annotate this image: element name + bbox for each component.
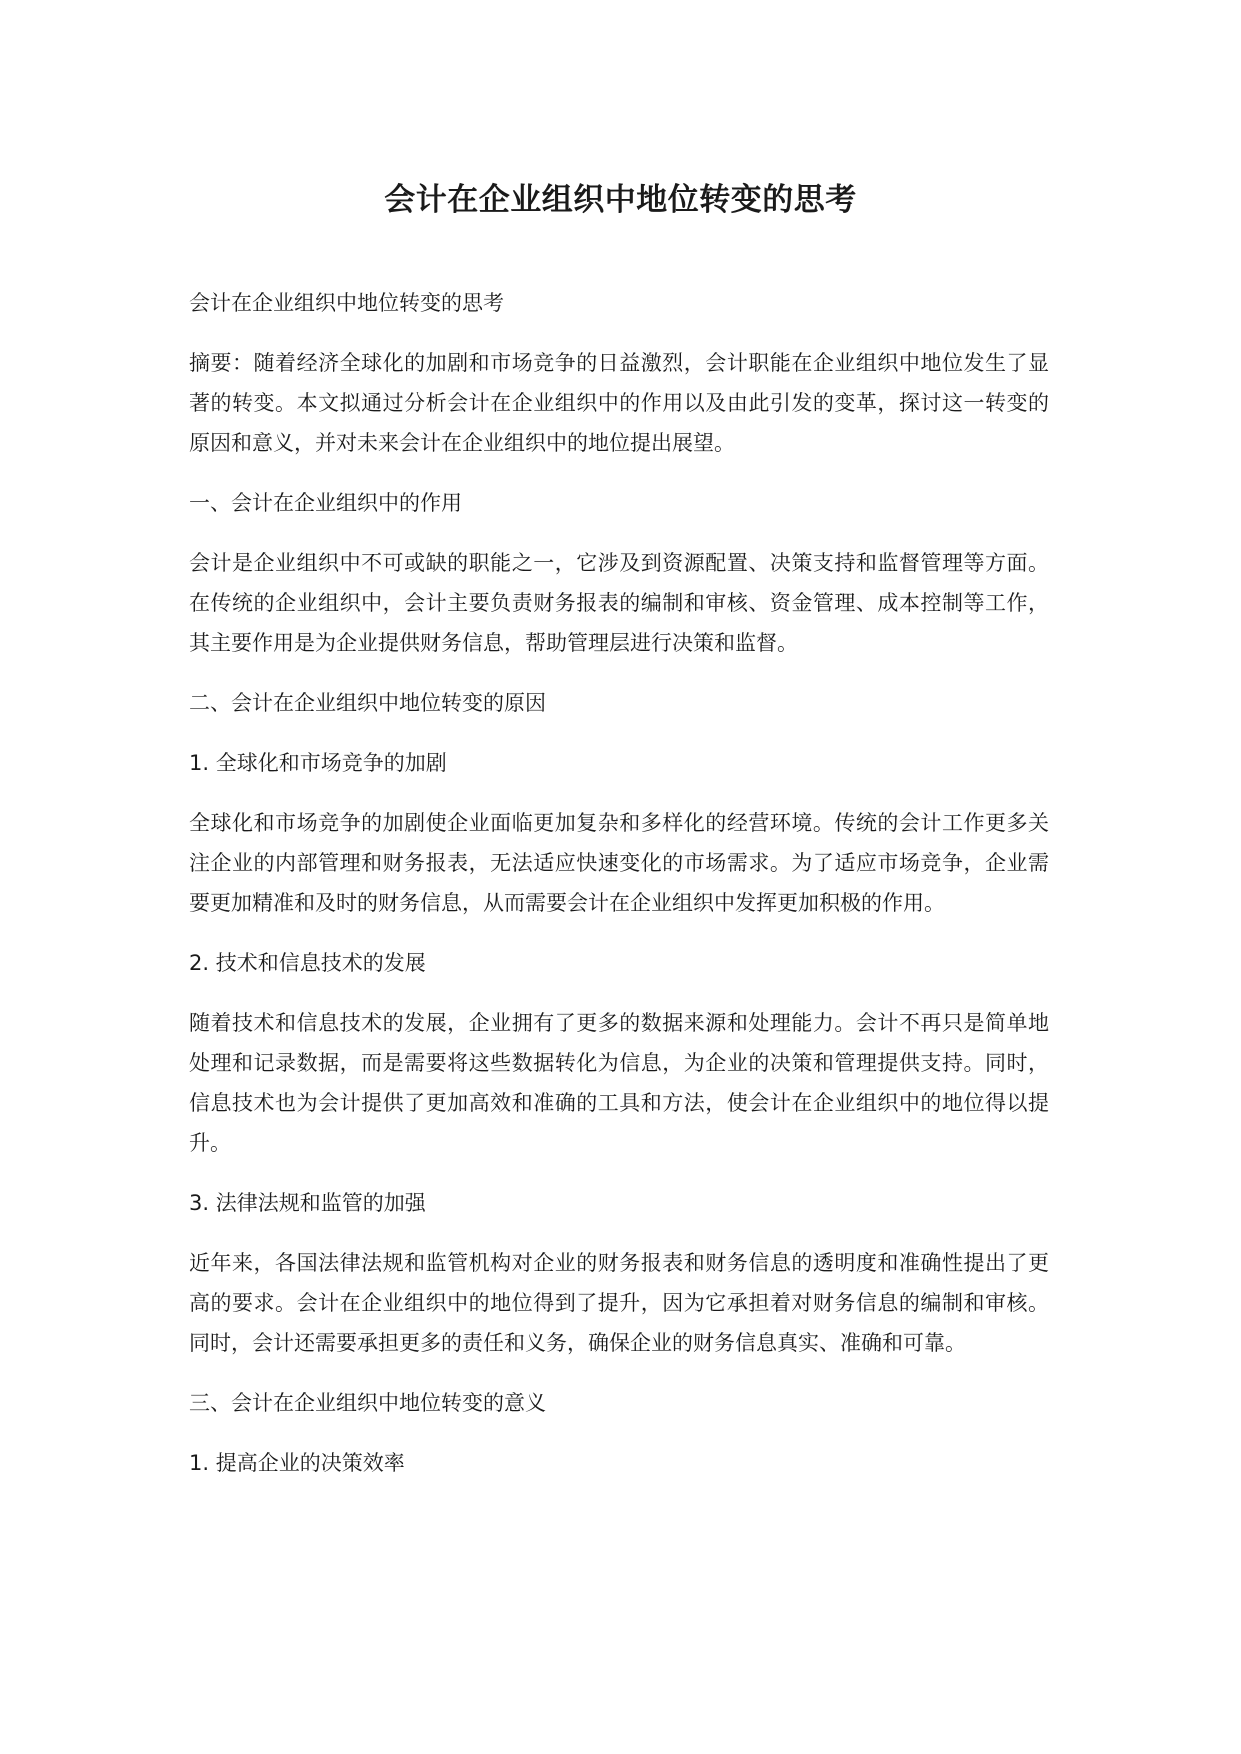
- section-heading-2: 二、会计在企业组织中地位转变的原因: [189, 691, 546, 715]
- subtitle-paragraph: 会计在企业组织中地位转变的思考: [189, 291, 504, 315]
- subsection-heading: 1. 提高企业的决策效率: [189, 1451, 405, 1475]
- body-paragraph: 会计是企业组织中不可或缺的职能之一，它涉及到资源配置、决策支持和监督管理等方面。在传统的企业组织中，会计主要负责财务报表的编制和审核、资金管理、成本控制等工作，其主要作用是为企业提供财务信息，帮助管理层进行决策和监督。: [189, 551, 1049, 655]
- body-paragraph: 近年来，各国法律法规和监管机构对企业的财务报表和财务信息的透明度和准确性提出了更高的要求。会计在企业组织中的地位得到了提升，因为它承担着对财务信息的编制和审核。同时，会计还需要承担更多的责任和义务，确保企业的财务信息真实、准确和可靠。: [189, 1251, 1049, 1355]
- section-heading-3: 三、会计在企业组织中地位转变的意义: [189, 1391, 546, 1415]
- section-heading-1: 一、会计在企业组织中的作用: [189, 491, 462, 515]
- subsection-heading: 3. 法律法规和监管的加强: [189, 1191, 426, 1215]
- body-paragraph: 全球化和市场竞争的加剧使企业面临更加复杂和多样化的经营环境。传统的会计工作更多关注企业的内部管理和财务报表，无法适应快速变化的市场需求。为了适应市场竞争，企业需要更加精准和及时的财务信息，从而需要会计在企业组织中发挥更加积极的作用。: [189, 811, 1049, 915]
- document-body: [189, 283, 1049, 1503]
- subsection-heading: 1. 全球化和市场竞争的加剧: [189, 751, 447, 775]
- subsection-heading: 2. 技术和信息技术的发展: [189, 951, 426, 975]
- abstract-paragraph: 摘要：随着经济全球化的加剧和市场竞争的日益激烈，会计职能在企业组织中地位发生了显著的转变。本文拟通过分析会计在企业组织中的作用以及由此引发的变革，探讨这一转变的原因和意义，并对未来会计在企业组织中的地位提出展望。: [189, 351, 1049, 455]
- document-title: 会计在企业组织中地位转变的思考: [384, 182, 857, 218]
- body-paragraph: 随着技术和信息技术的发展，企业拥有了更多的数据来源和处理能力。会计不再只是简单地处理和记录数据，而是需要将这些数据转化为信息，为企业的决策和管理提供支持。同时，信息技术也为会计提供了更加高效和准确的工具和方法，使会计在企业组织中的地位得以提升。: [189, 1011, 1049, 1155]
